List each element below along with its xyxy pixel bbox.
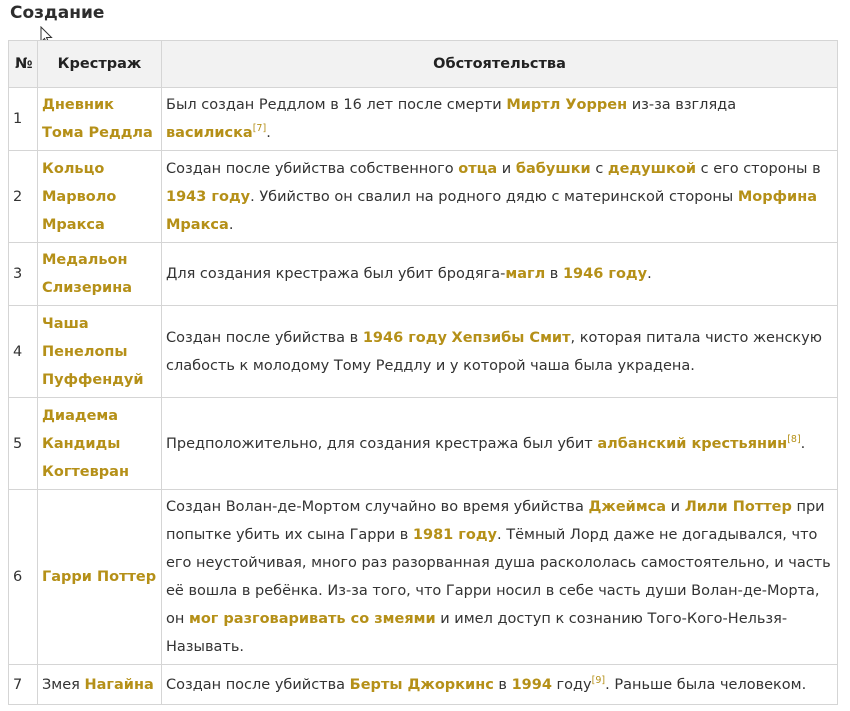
row-number: 6 xyxy=(9,490,38,665)
table-row xyxy=(9,490,838,665)
text-fragment: и xyxy=(497,160,516,177)
text-fragment: и имел доступ к сознанию Того-Кого-Нельзя-Называть. xyxy=(166,611,788,655)
table-body xyxy=(9,88,838,705)
wiki-link[interactable]: бабушки xyxy=(515,160,591,177)
circumstances-cell xyxy=(162,151,838,243)
horcrux-name-cell xyxy=(38,151,162,243)
column-header-number: № xyxy=(9,41,38,88)
wiki-link[interactable]: Джеймса xyxy=(588,499,667,515)
text-fragment: при попытке убить их сына Гарри в xyxy=(166,499,825,543)
horcrux-table xyxy=(8,40,838,705)
wiki-link[interactable]: Хепзибы Смит xyxy=(451,329,571,346)
horcrux-name-cell xyxy=(38,398,162,490)
circumstances-cell xyxy=(162,398,838,490)
wiki-link[interactable]: 1981 году xyxy=(412,527,498,543)
horcrux-name-cell xyxy=(38,88,162,151)
text-fragment: . xyxy=(800,435,806,452)
text-fragment: Был создан Реддлом в 16 лет после смерти xyxy=(166,97,507,113)
wiki-link[interactable]: 1946 году xyxy=(562,266,648,282)
wiki-link[interactable]: дедушкой xyxy=(607,160,696,177)
table-row xyxy=(9,306,838,398)
circumstances-cell xyxy=(162,88,838,151)
circumstances-cell xyxy=(162,243,838,306)
text-fragment: в xyxy=(545,266,563,282)
wiki-link[interactable]: Дневник Тома Реддла xyxy=(42,97,153,141)
reference-link[interactable]: [7] xyxy=(252,123,267,135)
row-number: 5 xyxy=(9,398,38,490)
wiki-link[interactable]: Чаша Пенелопы Пуффендуй xyxy=(42,315,144,388)
text-fragment: Создан после убийства собственного xyxy=(166,160,459,177)
table-row xyxy=(9,151,838,243)
row-number: 2 xyxy=(9,151,38,243)
horcrux-name-cell xyxy=(38,243,162,306)
text-fragment: , которая питала чисто женскую слабость к молодому Тому Реддлу и у которой чаша была украдена. xyxy=(166,329,822,374)
text-fragment: Змея xyxy=(42,676,85,693)
circumstances-cell xyxy=(162,306,838,398)
horcrux-name-cell xyxy=(38,306,162,398)
wiki-link[interactable]: Гарри Поттер xyxy=(42,569,157,585)
text-fragment: с его стороны в xyxy=(696,160,821,177)
wiki-link[interactable]: Морфина Мракса xyxy=(166,188,817,233)
wiki-link[interactable]: Лили Поттер xyxy=(684,499,792,515)
wiki-link[interactable]: 1943 году xyxy=(166,188,251,205)
text-fragment: . xyxy=(228,216,234,233)
text-fragment: Для создания крестража был убит бродяга- xyxy=(166,266,506,282)
wiki-link[interactable]: василиска xyxy=(166,125,253,141)
reference-link[interactable]: [9] xyxy=(591,674,606,686)
wiki-link[interactable]: отца xyxy=(458,160,498,177)
wiki-link[interactable]: Кольцо Марволо Мракса xyxy=(42,160,117,233)
text-fragment: в xyxy=(493,676,512,693)
row-number: 7 xyxy=(9,665,38,705)
wiki-link[interactable]: Берты Джоркинс xyxy=(349,676,494,693)
text-fragment: . Убийство он свалил на родного дядю с материнской стороны xyxy=(250,188,738,205)
horcrux-name-cell xyxy=(38,490,162,665)
text-fragment: . Раньше была человеком. xyxy=(605,676,807,693)
wiki-link[interactable]: Диадема Кандиды Когтевран xyxy=(42,407,129,480)
horcrux-name-cell xyxy=(38,665,162,705)
text-fragment: Создан после убийства в xyxy=(166,329,363,346)
circumstances-cell xyxy=(162,665,838,705)
text-fragment: Создан после убийства xyxy=(166,676,350,693)
wiki-link[interactable]: магл xyxy=(505,266,546,282)
wiki-link[interactable]: 1994 xyxy=(511,676,552,693)
wiki-link[interactable]: Нагайна xyxy=(84,676,154,693)
text-fragment: Предположительно, для создания крестража был убит xyxy=(166,435,598,452)
table-header-row xyxy=(9,41,838,88)
text-fragment: . Тёмный Лорд даже не догадывался, что его неустойчивая, много раз разорванная душа раскололась самостоятельно, и часть её вошла в ребёнка. Из-за того, что Гарри носил в себе часть души Волан-де-Морта, он xyxy=(166,527,831,627)
circumstances-cell xyxy=(162,490,838,665)
table-row xyxy=(9,243,838,306)
row-number: 4 xyxy=(9,306,38,398)
wiki-link[interactable]: 1946 году xyxy=(362,329,447,346)
wiki-link[interactable]: Миртл Уоррен xyxy=(506,97,628,113)
column-header-circumstances: Обстоятельства xyxy=(162,41,838,88)
reference-link[interactable]: [8] xyxy=(787,433,801,445)
text-fragment: и xyxy=(666,499,685,515)
row-number: 3 xyxy=(9,243,38,306)
section-title: Создание xyxy=(10,3,105,23)
text-fragment: из-за взгляда xyxy=(627,97,737,113)
column-header-horcrux: Крестраж xyxy=(38,41,162,88)
table-row xyxy=(9,665,838,705)
wiki-link[interactable]: албанский крестьянин xyxy=(597,435,788,452)
table-row xyxy=(9,88,838,151)
wiki-link[interactable]: мог разговаривать со змеями xyxy=(188,611,436,627)
text-fragment: с xyxy=(590,160,608,177)
text-fragment: . xyxy=(266,125,271,141)
table-row xyxy=(9,398,838,490)
wiki-link[interactable]: Медальон Слизерина xyxy=(42,252,133,296)
text-fragment: . xyxy=(647,266,652,282)
text-fragment: году xyxy=(551,676,592,693)
text-fragment: Создан Волан-де-Мортом случайно во время убийства xyxy=(166,499,589,515)
row-number: 1 xyxy=(9,88,38,151)
